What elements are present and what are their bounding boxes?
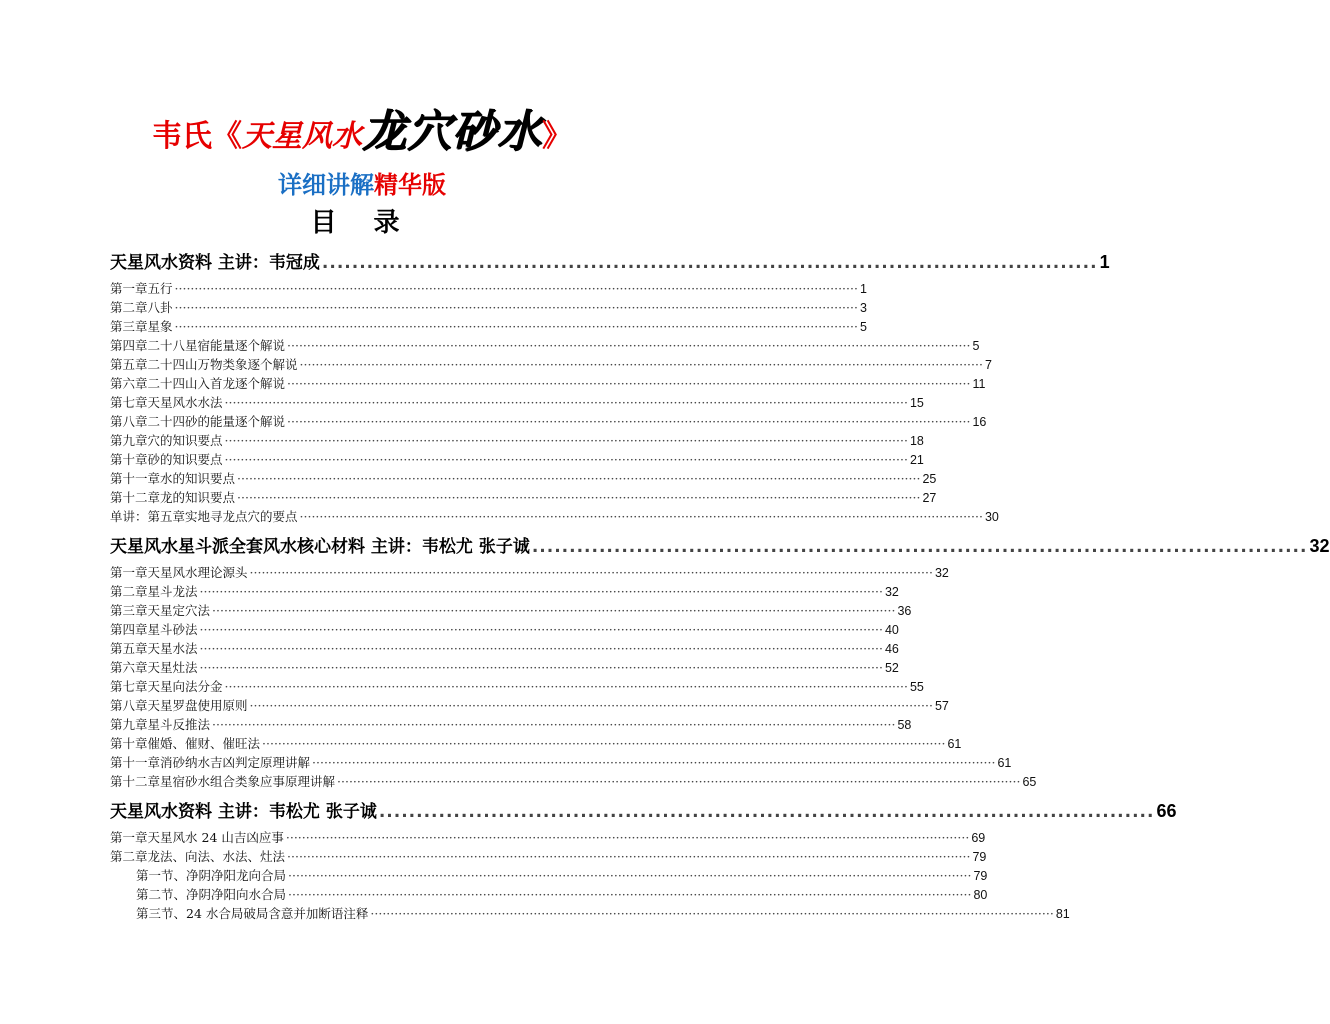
dot-leader: ············································································································································································: [287, 414, 971, 429]
section-page: 32: [1309, 536, 1330, 556]
section-page: 66: [1156, 801, 1177, 821]
entry-page: 57: [934, 699, 949, 713]
toc-entry: [110, 317, 867, 335]
chapter-number: 第八章: [110, 414, 148, 429]
title-italic: 天星风水: [242, 119, 362, 154]
toc-entry: [110, 715, 912, 733]
entry-page: 55: [909, 680, 924, 694]
toc-subentry: [136, 885, 988, 903]
chapter-number: 第十章: [110, 736, 148, 751]
toc-entry: [110, 772, 1037, 790]
toc-section-heading: [110, 532, 1330, 557]
entry-page: 25: [922, 472, 937, 486]
toc-entry: [110, 279, 867, 297]
entry-title: 天星水法: [147, 641, 198, 656]
chapter-number: 第九章: [110, 717, 148, 732]
dot-leader: ........................................................................................................: [321, 253, 1098, 273]
entry-title: 八卦: [147, 300, 173, 315]
dot-leader: ············································································································································································: [212, 603, 896, 618]
toc-entry: [110, 336, 980, 354]
toc-entry: [110, 677, 924, 695]
entry-page: 80: [973, 888, 988, 902]
dot-leader: ············································································································································································: [174, 300, 858, 315]
dot-leader: ........................................................................................................: [531, 537, 1308, 557]
toc-entry: [110, 582, 899, 600]
chapter-number: 第二章: [110, 300, 148, 315]
entry-title: 实地寻龙点穴的要点: [185, 509, 298, 524]
entry-title: 二十四砂的能量逐个解说: [147, 414, 286, 429]
section-title: 天星风水资料 主讲：韦冠成: [110, 253, 320, 273]
chapter-number: 第一章: [110, 281, 148, 296]
entry-title: 二十八星宿能量逐个解说: [147, 338, 286, 353]
dot-leader: ············································································································································································: [288, 887, 972, 902]
dot-leader: ············································································································································································: [199, 660, 883, 675]
section-number: 第二节、: [136, 887, 187, 902]
toc-section-heading: [110, 797, 1177, 822]
entry-page: 5: [972, 339, 980, 353]
toc-entry: [110, 734, 962, 752]
entry-title: 天星风水理论源头: [147, 565, 248, 580]
entry-page: 32: [934, 566, 949, 580]
dot-leader: ············································································································································································: [262, 736, 946, 751]
section-title: 天星风水资料 主讲：韦松尤 张子诚: [110, 802, 377, 822]
toc-entry: [110, 563, 949, 581]
chapter-number: 第二章: [110, 584, 148, 599]
chapter-number: 第十二章: [110, 774, 161, 789]
chapter-number: 第十一章: [110, 755, 161, 770]
entry-page: 52: [884, 661, 899, 675]
document-title: [0, 95, 724, 155]
chapter-number: 第一章: [110, 830, 148, 845]
entry-title: 二十四山入首龙逐个解说: [147, 376, 286, 391]
entry-title: 天星风水 24 山吉凶应事: [147, 830, 284, 845]
chapter-number: 第九章: [110, 433, 148, 448]
entry-title: 24 水合局破局含意并加断语注释: [186, 906, 369, 921]
entry-title: 净阴净阳向水合局: [186, 887, 287, 902]
entry-page: 27: [922, 491, 937, 505]
dot-leader: ············································································································································································: [249, 698, 933, 713]
toc-entry: [110, 847, 987, 865]
dot-leader: ············································································································································································: [370, 906, 1054, 921]
toc-subentry: [136, 866, 988, 884]
toc-entry: [110, 696, 949, 714]
toc-entry: [110, 298, 867, 316]
chapter-number: 第三章: [110, 603, 148, 618]
chapter-number: 第七章: [110, 395, 148, 410]
title-close: 》: [542, 119, 572, 154]
toc-heading: 目 录: [310, 208, 414, 238]
dot-leader: ············································································································································································: [312, 755, 996, 770]
entry-page: 36: [897, 604, 912, 618]
entry-page: 15: [909, 396, 924, 410]
chapter-number: 第十章: [110, 452, 148, 467]
chapter-number: 第十二章: [110, 490, 161, 505]
entry-page: 79: [972, 850, 987, 864]
entry-page: 79: [973, 869, 988, 883]
toc-entry: [110, 450, 924, 468]
dot-leader: ············································································································································································: [288, 868, 972, 883]
dot-leader: ........................................................................................................: [378, 802, 1155, 822]
dot-leader: ············································································································································································: [287, 376, 971, 391]
title-prefix: 韦氏《: [152, 119, 242, 154]
entry-page: 16: [972, 415, 987, 429]
entry-title: 天星风水水法: [147, 395, 223, 410]
chapter-number: 第三章: [110, 319, 148, 334]
toc-entry: [110, 374, 986, 392]
dot-leader: ············································································································································································: [174, 319, 858, 334]
dot-leader: ············································································································································································: [199, 622, 883, 637]
chapter-number: 单讲：第五章: [110, 509, 186, 524]
entry-title: 净阴净阳龙向合局: [186, 868, 287, 883]
document-subtitle: [0, 165, 724, 197]
entry-page: 7: [984, 358, 992, 372]
chapter-number: 第四章: [110, 622, 148, 637]
entry-title: 天星灶法: [147, 660, 198, 675]
entry-page: 3: [859, 301, 867, 315]
entry-page: 32: [884, 585, 899, 599]
entry-page: 61: [947, 737, 962, 751]
toc-entry: [110, 431, 924, 449]
chapter-number: 第六章: [110, 660, 148, 675]
entry-title: 星斗反推法: [147, 717, 211, 732]
dot-leader: ············································································································································································: [249, 565, 933, 580]
chapter-number: 第五章: [110, 357, 148, 372]
entry-page: 61: [997, 756, 1012, 770]
entry-title: 龙的知识要点: [160, 490, 236, 505]
chapter-number: 第二章: [110, 849, 148, 864]
entry-title: 星斗龙法: [147, 584, 198, 599]
toc-entry: [110, 355, 992, 373]
subtitle-blue: 详细讲解: [278, 171, 374, 199]
section-number: 第三节、: [136, 906, 187, 921]
entry-page: 46: [884, 642, 899, 656]
entry-page: 58: [897, 718, 912, 732]
toc-entry: [110, 469, 937, 487]
dot-leader: ············································································································································································: [224, 679, 908, 694]
entry-title: 星宿砂水组合类象应事原理讲解: [160, 774, 336, 789]
toc-section-heading: [110, 248, 1110, 273]
chapter-number: 第五章: [110, 641, 148, 656]
title-big: 龙穴砂水: [362, 106, 542, 157]
entry-page: 30: [984, 510, 999, 524]
toc-entry: [110, 639, 899, 657]
dot-leader: ············································································································································································: [224, 395, 908, 410]
entry-title: 催婚、催财、催旺法: [147, 736, 261, 751]
dot-leader: ············································································································································································: [237, 471, 921, 486]
toc-entry: [110, 507, 999, 525]
entry-title: 五行: [147, 281, 173, 296]
chapter-number: 第四章: [110, 338, 148, 353]
chapter-number: 第八章: [110, 698, 148, 713]
entry-title: 水的知识要点: [160, 471, 236, 486]
dot-leader: ············································································································································································: [337, 774, 1021, 789]
entry-page: 21: [909, 453, 924, 467]
entry-page: 5: [859, 320, 867, 334]
dot-leader: ············································································································································································: [285, 830, 970, 845]
toc-entry: [110, 601, 912, 619]
entry-page: 11: [972, 377, 986, 391]
entry-title: 穴的知识要点: [147, 433, 223, 448]
entry-page: 40: [884, 623, 899, 637]
entry-page: 69: [971, 831, 986, 845]
dot-leader: ············································································································································································: [212, 717, 896, 732]
dot-leader: ············································································································································································: [299, 357, 983, 372]
toc-entry: [110, 393, 924, 411]
chapter-number: 第六章: [110, 376, 148, 391]
entry-page: 81: [1055, 907, 1070, 921]
section-page: 1: [1099, 252, 1110, 272]
dot-leader: ············································································································································································: [174, 281, 858, 296]
entry-page: 1: [859, 282, 867, 296]
toc-entry: [110, 488, 937, 506]
entry-title: 二十四山万物类象逐个解说: [147, 357, 298, 372]
toc-entry: [110, 412, 987, 430]
toc-entry: [110, 828, 986, 846]
dot-leader: ············································································································································································: [199, 641, 883, 656]
dot-leader: ············································································································································································: [287, 338, 971, 353]
entry-title: 星斗砂法: [147, 622, 198, 637]
chapter-number: 第一章: [110, 565, 148, 580]
entry-title: 星象: [147, 319, 173, 334]
dot-leader: ············································································································································································: [199, 584, 883, 599]
dot-leader: ············································································································································································: [237, 490, 921, 505]
dot-leader: ············································································································································································: [224, 433, 908, 448]
entry-title: 龙法、向法、水法、灶法: [147, 849, 286, 864]
section-number: 第一节、: [136, 868, 187, 883]
dot-leader: ············································································································································································: [224, 452, 908, 467]
toc-subentry: [136, 904, 1070, 922]
entry-page: 65: [1022, 775, 1037, 789]
entry-title: 天星罗盘使用原则: [147, 698, 248, 713]
entry-title: 消砂纳水吉凶判定原理讲解: [160, 755, 311, 770]
dot-leader: ············································································································································································: [287, 849, 971, 864]
toc-entry: [110, 620, 899, 638]
section-title: 天星风水星斗派全套风水核心材料 主讲：韦松尤 张子诚: [110, 537, 530, 557]
entry-title: 天星向法分金: [147, 679, 223, 694]
dot-leader: ············································································································································································: [299, 509, 983, 524]
entry-title: 砂的知识要点: [147, 452, 223, 467]
entry-page: 18: [909, 434, 924, 448]
toc-entry: [110, 753, 1012, 771]
toc-entry: [110, 658, 899, 676]
entry-title: 天星定穴法: [147, 603, 211, 618]
chapter-number: 第七章: [110, 679, 148, 694]
subtitle-red: 精华版: [374, 171, 446, 199]
chapter-number: 第十一章: [110, 471, 161, 486]
